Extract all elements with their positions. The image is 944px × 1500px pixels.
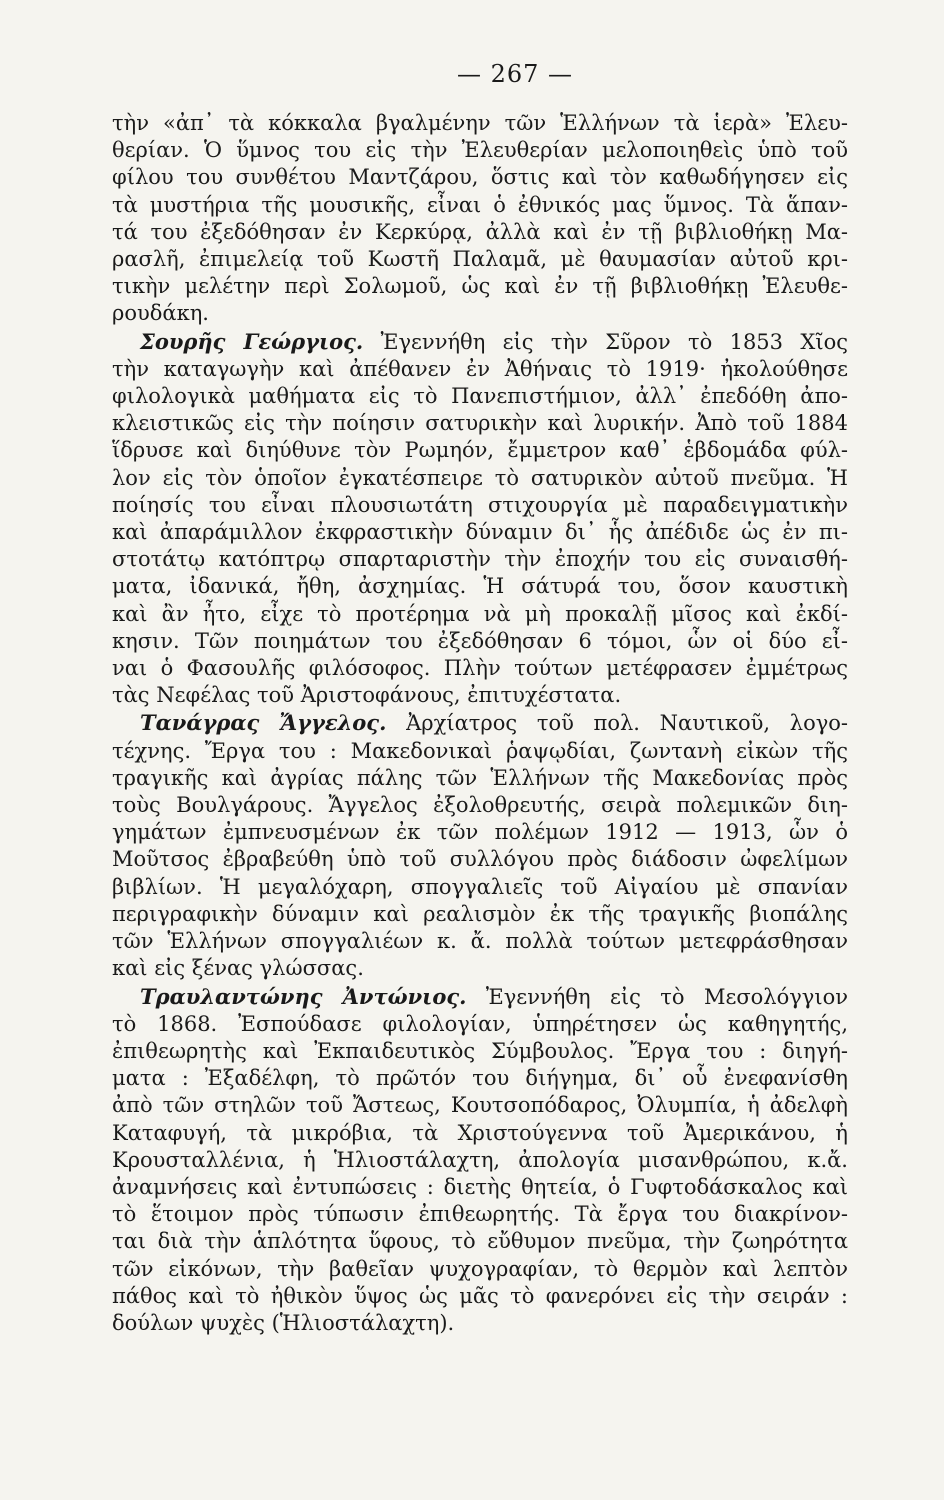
- entry-name: Τραυλαντώνης Ἀντώνιος.: [140, 983, 467, 1009]
- entry-heading-line: [112, 328, 848, 356]
- line-text: Ἐγεννήθη εἰς τὴν Σῦρον τὸ 1853 Χῖος: [363, 329, 848, 354]
- line-text: ματα, ἰδανικά, ἤθη, ἀσχημίας. Ἡ σάτυρά του, ὅσον καυστικὴ: [112, 574, 848, 599]
- line-text: καὶ ἂν ἦτο, εἶχε τὸ προτέρημα νὰ μὴ προκαλῇ μῖσος καὶ ἐκδί-: [112, 601, 848, 626]
- line-text: ἐπιθεωρητὴς καὶ Ἐκπαιδευτικὸς Σύμβουλος. Ἔργα του : διηγή-: [112, 1038, 848, 1063]
- text-line: [112, 492, 848, 519]
- line-text: κησιν. Τῶν ποιημάτων του ἐξεδόθησαν 6 τόμοι, ὧν οἱ δύο εἶ-: [112, 628, 848, 653]
- text-line: [112, 1310, 848, 1337]
- text-line: [112, 356, 848, 383]
- text-line: [112, 192, 848, 219]
- line-text: τραγικῆς καὶ ἀγρίας πάλης τῶν Ἑλλήνων τῆς Μακεδονίας πρὸς: [112, 765, 848, 790]
- text-line: [112, 928, 848, 955]
- line-text: λον εἰς τὸν ὁποῖον ἐγκατέσπειρε τὸ σατυρικὸν αὐτοῦ πνεῦμα. Ἡ: [112, 465, 848, 490]
- line-text: τά του ἐξεδόθησαν ἐν Κερκύρᾳ, ἀλλὰ καὶ ἐν τῇ βιβλιοθήκῃ Μα-: [112, 219, 848, 244]
- text-line: [112, 1065, 848, 1092]
- line-text: βιβλίων. Ἡ μεγαλόχαρη, σπογγαλιεῖς τοῦ Αἰγαίου μὲ σπανίαν: [112, 874, 848, 899]
- line-text: στοτάτῳ κατόπτρῳ σπαρταριστὴν τὴν ἐποχήν του εἰς συναισθή-: [112, 547, 848, 572]
- text-line: [112, 137, 848, 164]
- text-line: [112, 1256, 848, 1283]
- text-line: [112, 300, 848, 327]
- line-text: τοὺς Βουλγάρους. Ἄγγελος ἐξολοθρευτής, σειρὰ πολεμικῶν διη-: [112, 793, 848, 818]
- text-line: [112, 1228, 848, 1255]
- text-line: [112, 437, 848, 464]
- text-line: [112, 110, 848, 137]
- line-text: θερίαν. Ὁ ὕμνος του εἰς τὴν Ἐλευθερίαν μελοποιηθεὶς ὑπὸ τοῦ: [112, 138, 848, 163]
- text-line: [112, 383, 848, 410]
- text-line: [112, 410, 848, 437]
- line-text: Καταφυγή, τὰ μικρόβια, τὰ Χριστούγεννα τοῦ Ἀμερικάνου, ἡ: [112, 1120, 848, 1145]
- line-text: ρασλῆ, ἐπιμελείᾳ τοῦ Κωστῆ Παλαμᾶ, μὲ θαυμασίαν αὐτοῦ κρι-: [112, 247, 848, 272]
- text-line: [112, 573, 848, 600]
- text-line: [112, 1283, 848, 1310]
- text-line: [112, 1174, 848, 1201]
- line-text: ματα : Ἐξαδέλφη, τὸ πρῶτόν του διήγημα, δι᾿ οὗ ἐνεφανίσθη: [112, 1066, 848, 1091]
- line-text: τὴν «ἀπ᾿ τὰ κόκκαλα βγαλμένην τῶν Ἑλλήνων τὰ ἱερὰ» Ἐλευ-: [112, 111, 848, 135]
- text-line: [112, 1011, 848, 1038]
- text-line: [112, 874, 848, 901]
- line-text: ἵδρυσε καὶ διηύθυνε τὸν Ρωμηόν, ἔμμετρον καθ᾿ ἑβδομάδα φύλ-: [112, 438, 848, 463]
- line-text: Ἀρχίατρος τοῦ πολ. Ναυτικοῦ, λογο-: [386, 711, 849, 736]
- line-text: ναι ὁ Φασουλῆς φιλόσοφος. Πλὴν τούτων μετέφρασεν ἐμμέτρως: [112, 656, 848, 681]
- line-text: γημάτων ἐμπνευσμένων ἐκ τῶν πολέμων 1912 — 1913, ὧν ὁ: [112, 820, 848, 845]
- line-text: τὸ ἕτοιμον πρὸς τύπωσιν ἐπιθεωρητής. Τὰ ἔργα του διακρίνον-: [112, 1202, 848, 1227]
- entry-name: Τανάγρας Ἄγγελος.: [140, 710, 387, 736]
- text-line: [112, 219, 848, 246]
- text-line: [112, 273, 848, 300]
- text-line: [112, 1147, 848, 1174]
- line-text: τέχνης. Ἔργα του : Μακεδονικαὶ ῥαψῳδίαι, ζωντανὴ εἰκὼν τῆς: [112, 738, 848, 763]
- text-line: [112, 1201, 848, 1228]
- text-line: [112, 1038, 848, 1065]
- page-number: — 267 —: [456, 60, 574, 88]
- text-line: [112, 738, 848, 765]
- line-text: φίλου του συνθέτου Μαντζάρου, ὅστις καὶ τὸν καθωδήγησεν εἰς: [112, 165, 848, 190]
- text-line: [112, 246, 848, 273]
- text-line: [112, 465, 848, 492]
- line-text: πάθος καὶ τὸ ἠθικὸν ὕψος ὡς μᾶς τὸ φανερόνει εἰς τὴν σειράν :: [112, 1283, 848, 1308]
- text-line: [112, 164, 848, 191]
- text-line: [112, 901, 848, 928]
- text-line: [112, 519, 848, 546]
- line-text: τὸ 1868. Ἐσπούδασε φιλολογίαν, ὑπηρέτησεν ὡς καθηγητής,: [112, 1011, 848, 1036]
- line-text: καὶ ἀπαράμιλλον ἐκφραστικὴν δύναμιν δι᾿ ἧς ἀπέδιδε ὡς ἐν πι-: [112, 520, 848, 545]
- text-line: [112, 792, 848, 819]
- line-text: τὴν καταγωγὴν καὶ ἀπέθανεν ἐν Ἀθήναις τὸ 1919· ἠκολούθησε: [112, 356, 848, 381]
- line-text: καὶ εἰς ξένας γλώσσας.: [112, 956, 364, 981]
- line-text: κλειστικῶς εἰς τὴν ποίησιν σατυρικὴν καὶ λυρικήν. Ἀπὸ τοῦ 1884: [112, 411, 848, 436]
- line-text: τῶν εἰκόνων, τὴν βαθεῖαν ψυχογραφίαν, τὸ θερμὸν καὶ λεπτὸν: [112, 1256, 848, 1281]
- line-text: Ἐγεννήθη εἰς τὸ Μεσολόγγιον: [466, 984, 848, 1009]
- entry-heading-line: [112, 983, 848, 1011]
- line-text: δούλων ψυχὲς (Ἡλιοστάλαχτη).: [112, 1310, 455, 1335]
- line-text: ρουδάκη.: [112, 301, 209, 326]
- text-line: [112, 682, 848, 709]
- line-text: τικὴν μελέτην περὶ Σολωμοῦ, ὡς καὶ ἐν τῇ βιβλιοθήκῃ Ἐλευθε-: [112, 274, 848, 299]
- line-text: φιλολογικὰ μαθήματα εἰς τὸ Πανεπιστήμιον, ἀλλ᾿ ἐπεδόθη ἀπο-: [112, 384, 848, 409]
- text-line: [112, 846, 848, 873]
- text-line: [112, 628, 848, 655]
- line-text: τὰς Νεφέλας τοῦ Ἀριστοφάνους, ἐπιτυχέστατα.: [112, 683, 622, 708]
- text-line: [112, 955, 848, 982]
- text-line: [112, 765, 848, 792]
- body-text: [112, 110, 848, 1337]
- entry-name: Σουρῆς Γεώργιος.: [140, 328, 364, 354]
- entry-heading-line: [112, 709, 848, 737]
- line-text: ἀπὸ τῶν στηλῶν τοῦ Ἄστεως, Κουτσοπόδαρος, Ὀλυμπία, ἡ ἀδελφὴ: [112, 1093, 848, 1118]
- text-line: [112, 1120, 848, 1147]
- line-text: Μοῦτσος ἐβραβεύθη ὑπὸ τοῦ συλλόγου πρὸς διάδοσιν ὠφελίμων: [112, 847, 848, 872]
- text-line: [112, 546, 848, 573]
- text-line: [112, 601, 848, 628]
- line-text: ποίησίς του εἶναι πλουσιωτάτη στιχουργία μὲ παραδειγματικὴν: [112, 492, 848, 517]
- text-line: [112, 1092, 848, 1119]
- line-text: Κρουσταλλένια, ἡ Ἡλιοστάλαχτη, ἀπολογία μισανθρώπου, κ.ἄ.: [112, 1147, 848, 1172]
- line-text: περιγραφικὴν δύναμιν καὶ ρεαλισμὸν ἐκ τῆς τραγικῆς βιοπάλης: [112, 901, 848, 926]
- text-line: [112, 655, 848, 682]
- line-text: τὰ μυστήρια τῆς μουσικῆς, εἶναι ὁ ἐθνικός μας ὕμνος. Τὰ ἅπαν-: [112, 192, 848, 217]
- text-line: [112, 819, 848, 846]
- line-text: τῶν Ἑλλήνων σπογγαλιέων κ. ἄ. πολλὰ τούτων μετεφράσθησαν: [112, 929, 848, 954]
- line-text: ἀναμνήσεις καὶ ἐντυπώσεις : διετὴς θητεία, ὁ Γυφτοδάσκαλος καὶ: [112, 1174, 848, 1199]
- line-text: ται διὰ τὴν ἁπλότητα ὕφους, τὸ εὔθυμον πνεῦμα, τὴν ζωηρότητα: [112, 1229, 848, 1254]
